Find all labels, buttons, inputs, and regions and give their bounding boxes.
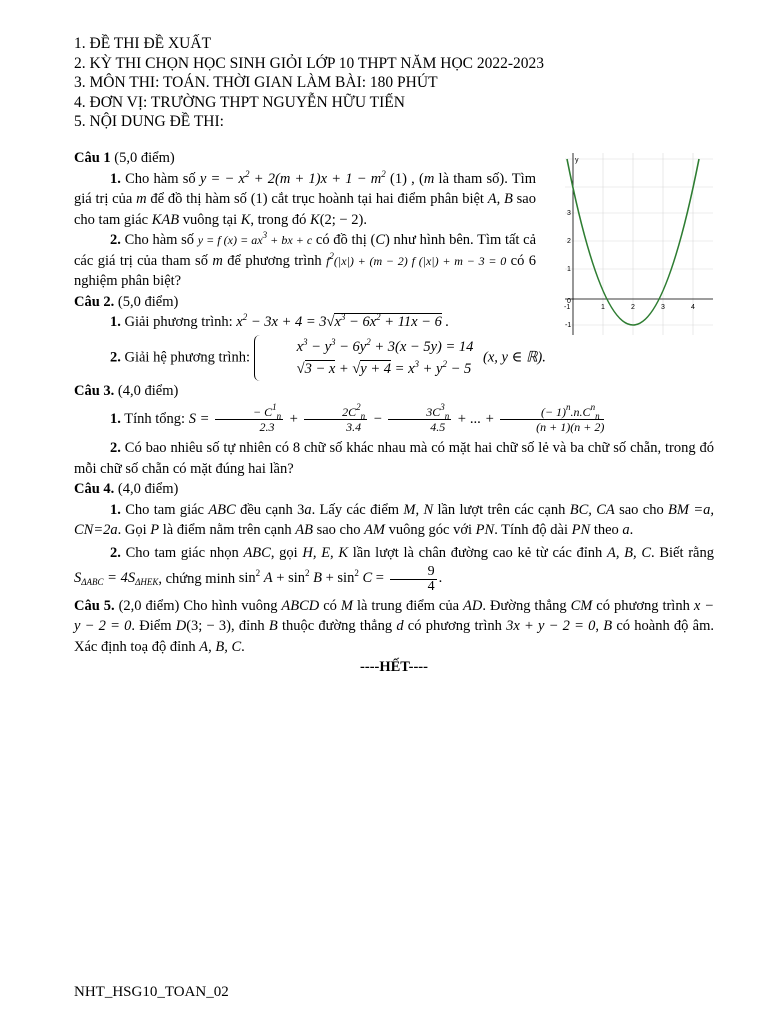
q5-text: . Điểm — [131, 618, 176, 634]
q1-text: vuông tại — [179, 211, 241, 228]
y-axis-label: y — [575, 157, 579, 164]
q1-part2-number: 2. — [110, 232, 121, 248]
q2-text: Giải hệ phương trình: — [120, 348, 254, 365]
q1-text: nghiệm phân biệt? — [74, 273, 182, 289]
q1-text: để đồ thị hàm số (1) cắt trục hoành tại hai điểm phân biệt — [146, 191, 488, 207]
q2-part2 — [74, 335, 714, 381]
q4-part2-number: 2. — [110, 544, 121, 561]
q5-paragraph: Câu 5. (2,0 điểm) Cho hình vuông ABCD có M là trung điểm của AD. Đường thẳng CM có phương trình x − y − 2 = 0. Điểm D(3; − 3), đỉnh B thuộc đường thẳng d có phương trình 3x + y − 2 = 0, B có hoành độ âm. Xác định toạ độ đỉnh A, B, C. — [74, 597, 714, 655]
q1-text: để phương trình — [222, 252, 327, 269]
q4-text: . Lấy các điểm — [311, 501, 404, 518]
x-tick-label: 1 — [601, 304, 605, 311]
q1-part2-function: y = f $(x) = ax^3$ + bx + c — [197, 230, 313, 247]
q4-area-relation: $S_{\Delta ABC} = 4S_{\Delta HEK}$ — [74, 570, 159, 588]
q5-text: là trung điểm của — [353, 597, 464, 614]
footer-code: NHT_HSG10_TOAN_02 — [74, 984, 229, 1000]
q5-text: có phương trình — [403, 618, 507, 634]
q5-text: . Đường thẳng — [482, 597, 571, 614]
q2-domain: (x, y ∈ ℝ). — [483, 348, 546, 365]
q5-text: , đỉnh — [231, 618, 269, 634]
q5-text: , — [595, 618, 604, 634]
y-tick-label: 3 — [567, 210, 571, 217]
q4-text: là điểm nằm trên cạnh — [159, 522, 296, 538]
q3-title: Câu 3. — [74, 382, 115, 399]
q2-equation: $x^2 - 3x + 4 = 3√x^3 - 6x^2 + 11x - 6$ . — [236, 312, 450, 330]
q3-part1 — [74, 402, 714, 434]
q5-text: có — [319, 597, 341, 614]
q1-text: sao cho tam giác — [74, 191, 536, 228]
header-line-5: 5. NỘI DUNG ĐỀ THI: — [74, 113, 224, 130]
q1-text: là tham số). Tìm giá trị của — [74, 170, 536, 207]
q1-text: như hình bên. Tìm tất cả các giá trị của tham số — [74, 232, 537, 269]
header-line-4: 4. ĐƠN VỊ: TRƯỜNG THPT NGUYỄN HỮU TIẾN — [74, 93, 405, 111]
q1-function-formula: y = − $x^2 + 2(m + 1)x + 1 - m^2$ — [199, 168, 386, 187]
q5-points: (2,0 điểm) — [114, 597, 180, 614]
q2-text: Giải phương trình: — [120, 314, 237, 330]
q5-title: Câu 5. — [74, 597, 115, 614]
y-tick-label: 2 — [567, 238, 571, 245]
q2-heading — [74, 292, 714, 313]
q4-text: , gọi — [270, 544, 303, 561]
q4-text: . Tính độ dài — [494, 522, 572, 538]
q4-part1: 1. Cho tam giác ABC đều cạnh 3a. Lấy các điểm M, N lần lượt trên các cạnh BC, CA sao cho BM =a, CN=2a. Gọi P là điểm nằm trên cạnh AB sao cho AM vuông góc với PN. Tính độ dài PN theo a. — [74, 501, 714, 538]
q1-text: có đồ thị — [312, 232, 371, 248]
q3-heading — [74, 381, 714, 402]
q5-text: Cho hình vuông — [179, 597, 282, 614]
q4-text: . Biết rằng — [651, 544, 714, 561]
q1-text: có — [506, 252, 529, 269]
q4-text: theo — [590, 522, 623, 538]
q1-text: Cho hàm số — [120, 170, 200, 187]
q1-part2-equation: $f^2(|x|) + (m - 2)$ f (|x|) + m − 3 = 0 — [326, 250, 507, 268]
q2-part2-number: 2. — [110, 348, 121, 365]
q3-points: (4,0 điểm) — [114, 382, 179, 399]
header-line-1: 1. ĐỀ THI ĐỀ XUẤT — [74, 35, 212, 52]
x-tick-label: 2 — [631, 304, 635, 311]
q4-points: (4,0 điểm) — [114, 481, 179, 497]
q1-part2: 2. Cho hàm số y = f $(x) = ax^3$ + bx + c có đồ thị (C) như hình bên. Tìm tất cả các giá trị của tham số m để phương trình $f^2(|x|) + (m - 2)$ f (|x|) + m − 3 = 0 có 6 nghiệm phân biệt? — [74, 230, 537, 289]
q3-text: Tính tổng: — [120, 410, 189, 427]
q1-heading — [74, 148, 714, 169]
q3-part2 — [74, 438, 714, 479]
q2-part1 — [74, 312, 714, 333]
q1-points: (5,0 điểm) — [110, 150, 175, 166]
q4-text: sao cho — [614, 501, 669, 518]
y-tick-label: 1 — [567, 266, 571, 273]
q4-text: . — [629, 522, 634, 538]
q4-text: lần lượt là chân đường cao kẻ từ các đỉnh — [348, 544, 607, 561]
q2-system: $x^3 - y^3 - 6y^2 + 3(x - 5y) = 14$ $√3 - x + √y + 4 = x^3 + y^2 - 5$ — [254, 335, 480, 381]
q4-text: Cho tam giác nhọn — [120, 544, 244, 561]
q4-text: vuông góc với — [385, 522, 476, 538]
q4-title: Câu 4. — [74, 481, 115, 497]
q4-text: Cho tam giác — [120, 501, 209, 518]
q1-title: Câu 1 — [74, 150, 111, 166]
q1-text: (1) , ( — [385, 170, 424, 187]
x-tick-label: 3 — [661, 304, 665, 311]
q1-text: , trong đó — [250, 211, 311, 228]
q4-text: lần lượt trên các cạnh — [433, 501, 570, 518]
q4-identity: $\sin^2 A + \sin^2 B + \sin^2 C$ = $\frac{9}{4}$ . — [238, 563, 443, 594]
q5-text: thuộc đường thẳng — [277, 618, 397, 634]
q1-part1-number: 1. — [110, 170, 121, 187]
header-line-3: 3. MÔN THI: TOÁN. THỜI GIAN LÀM BÀI: 180 PHÚT — [74, 74, 438, 91]
q3-part2-number: 2. — [110, 440, 121, 456]
q3-part1-number: 1. — [110, 410, 121, 427]
x-tick-label: -1 — [564, 304, 571, 311]
q5-text: có hoành độ âm. Xác định toạ độ đỉnh — [74, 618, 714, 655]
q4-heading — [74, 479, 714, 500]
x-tick-label: 0 — [567, 298, 571, 305]
q4-part2: 2. Cho tam giác nhọn ABC, gọi H, E, K lần lượt là chân đường cao kẻ từ các đỉnh A, B, C. Biết rằng $S_{\Delta ABC} = 4S_{\Delta HEK}$, chứng minh $\sin^2 A + \sin^2 B + \sin^2 C$ = $\frac{9}{4}$ . — [74, 544, 714, 594]
q1-text: . — [363, 211, 367, 228]
x-tick-label: 4 — [691, 304, 695, 311]
exam-body — [74, 148, 714, 678]
q2-part1-number: 1. — [110, 314, 121, 330]
q4-text: , chứng minh — [158, 570, 239, 587]
q1-part1: 1. Cho hàm số y = − $x^2 + 2(m + 1)x + 1 - m^2$ (1) , (m là tham số). Tìm giá trị của m để đồ thị hàm số (1) cắt trục hoành tại hai điểm phân biệt A, B sao cho tam giác KAB vuông tại K, trong đó K(2; − 2). — [74, 168, 536, 228]
q4-text: sao cho — [312, 522, 365, 538]
q3-text: Có bao nhiêu số tự nhiên có 8 chữ số khác nhau mà có mặt hai chữ số lẻ và ba chữ số chẵn, trong đó mỗi chữ số chẵn có mặt đúng hai lần? — [74, 440, 714, 477]
q4-text: đều cạnh — [235, 501, 298, 518]
q5-text: . — [241, 638, 245, 655]
q2-points: (5,0 điểm) — [114, 293, 179, 310]
y-tick-label: -1 — [565, 322, 572, 329]
exam-header — [74, 34, 544, 132]
header-line-2: 2. KỲ THI CHỌN HỌC SINH GIỎI LỚP 10 THPT NĂM HỌC 2022-2023 — [74, 54, 545, 72]
q3-sum-formula: S = $\frac{- C^1_n}{2.3}$ + $\frac{2C^2_n}{3.4}$ − $\frac{3C^3_n}{4.5}$ + ... + $\frac{(- 1)^n.n.C^n_n}{(n + 1)(n + 2)}$ — [188, 402, 605, 434]
q5-text: có phương trình — [592, 597, 694, 614]
q4-part1-number: 1. — [110, 501, 121, 518]
q1-text: Cho hàm số — [120, 232, 198, 248]
q4-text: . Gọi — [117, 522, 151, 538]
q2-title: Câu 2. — [74, 293, 115, 310]
end-mark: ----HẾT---- — [360, 659, 428, 675]
